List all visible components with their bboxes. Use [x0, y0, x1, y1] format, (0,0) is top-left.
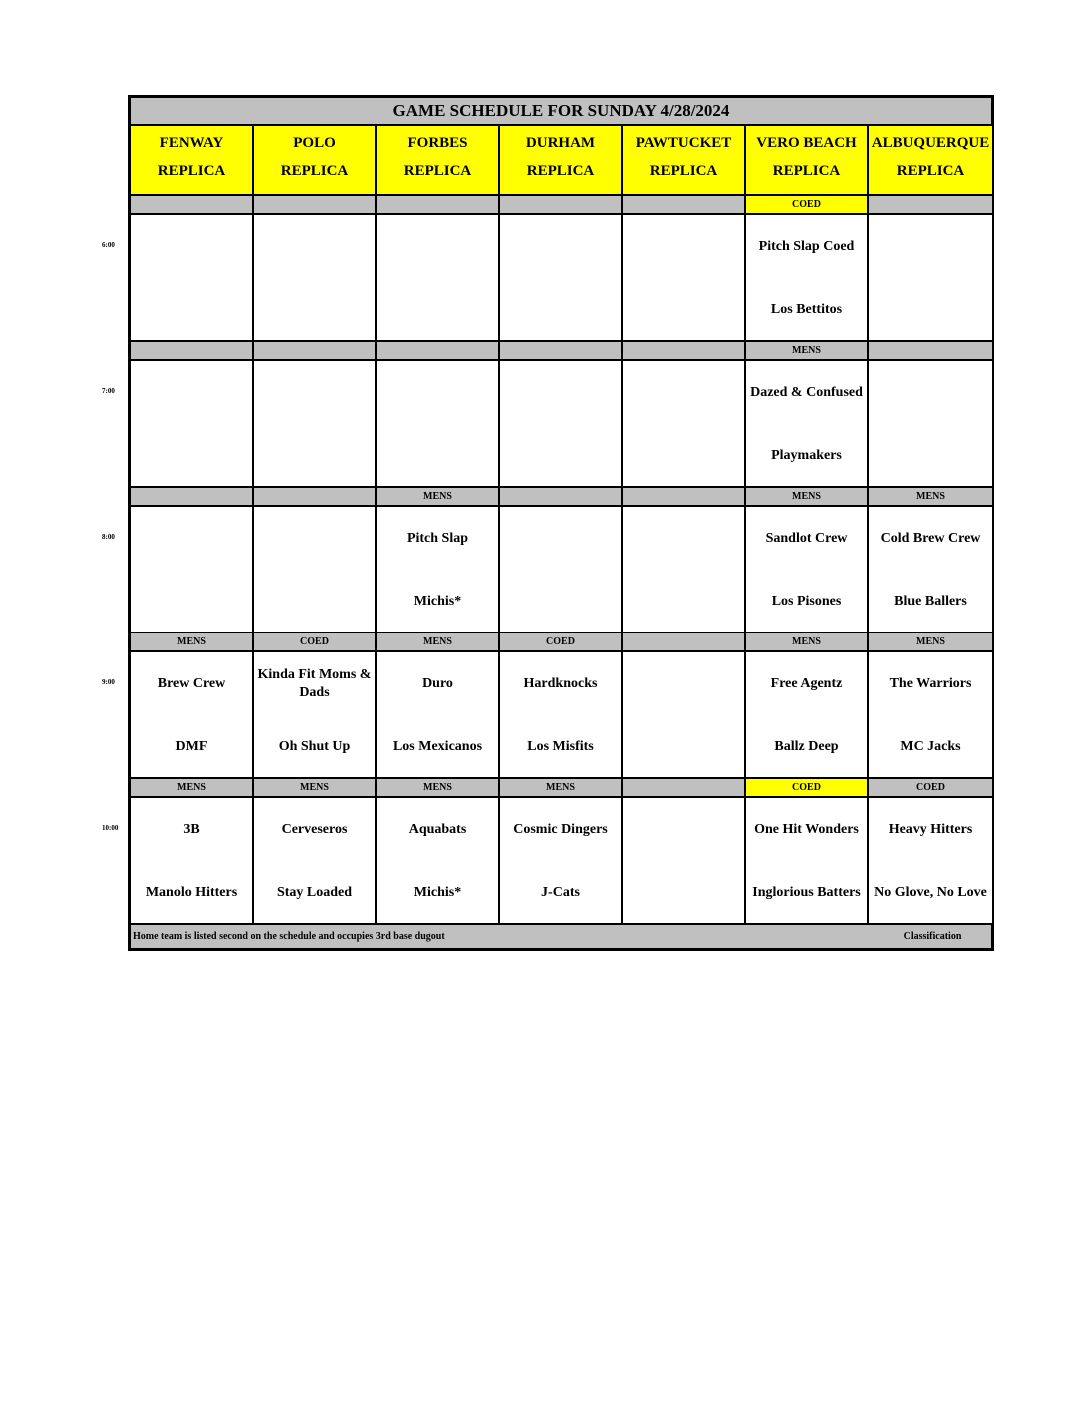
field-name: DURHAM: [525, 135, 596, 151]
away-team: Cold Brew Crew: [880, 531, 981, 546]
classification-cell: [500, 342, 623, 361]
game-cell: [254, 507, 377, 634]
away-team: Kinda Fit Moms & Dads: [257, 667, 372, 700]
away-team: Duro: [422, 676, 453, 691]
home-team: Los Misfits: [527, 739, 594, 754]
game-cell: [377, 215, 500, 342]
away-team: [377, 373, 498, 413]
field-header-3: [500, 126, 623, 196]
classification-cell: [131, 488, 254, 507]
home-team: Oh Shut Up: [278, 739, 351, 754]
classification-cell: COED: [254, 633, 377, 652]
game-cell: [746, 652, 869, 779]
field-type: REPLICA: [896, 163, 965, 179]
classification-cell: [131, 342, 254, 361]
home-team: Los Bettitos: [770, 302, 843, 317]
home-team: [623, 290, 744, 330]
away-team: [254, 373, 375, 413]
home-team: J-Cats: [541, 885, 580, 900]
game-cell: [500, 652, 623, 779]
home-team: [131, 290, 252, 330]
home-team: Stay Loaded: [276, 885, 353, 900]
classification-cell: MENS: [746, 488, 869, 507]
field-header-4: [623, 126, 746, 196]
classification-cell: MENS: [746, 342, 869, 361]
home-team: [377, 436, 498, 476]
time-label: 7:00: [102, 387, 115, 395]
game-cell: [869, 215, 994, 342]
away-team: Pitch Slap Coed: [758, 239, 855, 254]
game-cell: [500, 215, 623, 342]
away-team: Dazed & Confused: [750, 385, 863, 400]
field-type: REPLICA: [280, 163, 349, 179]
game-cell: [869, 507, 994, 634]
game-cell: [500, 798, 623, 925]
classification-cell: [500, 488, 623, 507]
classification-cell: MENS: [131, 633, 254, 652]
home-team: [623, 582, 744, 622]
away-team: 3B: [183, 822, 200, 837]
away-team: [131, 373, 252, 413]
field-name: FORBES: [407, 135, 468, 151]
schedule-footer: [131, 925, 991, 948]
classification-cell: [254, 342, 377, 361]
home-team: [869, 290, 992, 330]
classification-cell: [377, 342, 500, 361]
classification-cell: [869, 196, 994, 215]
classification-cell: MENS: [377, 488, 500, 507]
classification-cell: MENS: [869, 488, 994, 507]
home-team-note: Home team is listed second on the schedule and occupies 3rd base dugout: [133, 931, 445, 942]
away-team: Pitch Slap: [406, 531, 469, 546]
game-cell: [746, 798, 869, 925]
home-team: [623, 727, 744, 767]
classification-cell: COED: [746, 196, 869, 215]
home-team: [131, 436, 252, 476]
away-team: [623, 664, 744, 704]
away-team: [869, 227, 992, 267]
home-team: Michis*: [413, 594, 462, 609]
away-team: Cerveseros: [281, 822, 348, 837]
home-team: [623, 873, 744, 913]
away-team: [377, 227, 498, 267]
field-name: VERO BEACH: [756, 135, 857, 151]
away-team: [623, 373, 744, 413]
classification-cell: [131, 196, 254, 215]
time-label: 6:00: [102, 241, 115, 249]
field-type: REPLICA: [649, 163, 718, 179]
home-team: [500, 436, 621, 476]
away-team: Cosmic Dingers: [513, 822, 608, 837]
away-team: Hardknocks: [523, 676, 598, 691]
field-type: REPLICA: [157, 163, 226, 179]
home-team: [254, 436, 375, 476]
classification-cell: [500, 196, 623, 215]
home-team: Los Pisones: [771, 594, 842, 609]
away-team: Sandlot Crew: [765, 531, 848, 546]
home-team: Inglorious Batters: [752, 885, 861, 900]
field-type: REPLICA: [403, 163, 472, 179]
away-team: [623, 519, 744, 559]
home-team: DMF: [175, 739, 208, 754]
game-cell: [500, 361, 623, 488]
classification-cell: [254, 488, 377, 507]
game-cell: [131, 361, 254, 488]
home-team: MC Jacks: [900, 739, 961, 754]
classification-cell: MENS: [746, 633, 869, 652]
home-team: [869, 436, 992, 476]
classification-cell: COED: [500, 633, 623, 652]
home-team: [500, 290, 621, 330]
away-team: Brew Crew: [157, 676, 226, 691]
away-team: Aquabats: [408, 822, 467, 837]
field-name: POLO: [293, 135, 336, 151]
away-team: [254, 227, 375, 267]
classification-cell: [377, 196, 500, 215]
game-cell: [131, 652, 254, 779]
field-header-0: [131, 126, 254, 196]
game-cell: [623, 507, 746, 634]
away-team: [131, 519, 252, 559]
home-team: Manolo Hitters: [145, 885, 238, 900]
time-label: 9:00: [102, 678, 115, 686]
schedule-title: GAME SCHEDULE FOR SUNDAY 4/28/2024: [131, 98, 991, 126]
game-cell: [869, 798, 994, 925]
game-cell: [500, 507, 623, 634]
classification-cell: MENS: [377, 633, 500, 652]
game-cell: [377, 361, 500, 488]
classification-cell: [623, 633, 746, 652]
away-team: [623, 810, 744, 850]
game-cell: [623, 652, 746, 779]
home-team: Los Mexicanos: [392, 739, 483, 754]
away-team: [131, 227, 252, 267]
away-team: Free Agentz: [770, 676, 843, 691]
game-cell: [377, 507, 500, 634]
field-name: PAWTUCKET: [635, 135, 732, 151]
home-team: Ballz Deep: [774, 739, 839, 754]
field-name: FENWAY: [159, 135, 224, 151]
home-team: Playmakers: [771, 448, 842, 463]
field-header-6: [869, 126, 994, 196]
game-cell: [377, 798, 500, 925]
classification-cell: [623, 488, 746, 507]
game-cell: [131, 507, 254, 634]
game-cell: [623, 798, 746, 925]
away-team: The Warriors: [889, 676, 972, 691]
home-team: [254, 290, 375, 330]
field-name: ALBUQUERQUE: [871, 135, 990, 151]
away-team: [500, 519, 621, 559]
home-team: [131, 582, 252, 622]
classification-cell: MENS: [254, 779, 377, 798]
home-team: Michis*: [413, 885, 462, 900]
time-label: 10:00: [102, 824, 119, 832]
game-cell: [254, 798, 377, 925]
game-cell: [869, 652, 994, 779]
field-header-1: [254, 126, 377, 196]
away-team: [254, 519, 375, 559]
home-team: Blue Ballers: [894, 594, 967, 609]
game-cell: [254, 652, 377, 779]
field-type: REPLICA: [526, 163, 595, 179]
classification-cell: COED: [869, 779, 994, 798]
away-team: Heavy Hitters: [888, 822, 973, 837]
home-team: [500, 582, 621, 622]
classification-cell: MENS: [377, 779, 500, 798]
away-team: One Hit Wonders: [754, 822, 859, 837]
classification-cell: MENS: [131, 779, 254, 798]
field-type: REPLICA: [772, 163, 841, 179]
classification-label: Classification: [903, 931, 962, 942]
home-team: [377, 290, 498, 330]
home-team: [623, 436, 744, 476]
game-cell: [623, 215, 746, 342]
game-cell: [746, 215, 869, 342]
classification-cell: [623, 779, 746, 798]
away-team: [869, 373, 992, 413]
classification-cell: [869, 342, 994, 361]
classification-cell: COED: [746, 779, 869, 798]
away-team: [500, 227, 621, 267]
field-header-2: [377, 126, 500, 196]
away-team: [500, 373, 621, 413]
home-team: No Glove, No Love: [874, 885, 987, 900]
field-header-5: [746, 126, 869, 196]
game-cell: [254, 361, 377, 488]
classification-cell: MENS: [500, 779, 623, 798]
home-team: [254, 582, 375, 622]
game-cell: [254, 215, 377, 342]
game-cell: [869, 361, 994, 488]
classification-cell: [623, 196, 746, 215]
game-cell: [131, 215, 254, 342]
classification-cell: [623, 342, 746, 361]
classification-cell: MENS: [869, 633, 994, 652]
time-label: 8:00: [102, 533, 115, 541]
game-cell: [746, 507, 869, 634]
game-cell: [131, 798, 254, 925]
game-cell: [746, 361, 869, 488]
classification-cell: [254, 196, 377, 215]
away-team: [623, 227, 744, 267]
game-cell: [623, 361, 746, 488]
game-cell: [377, 652, 500, 779]
schedule-table: [128, 95, 994, 951]
